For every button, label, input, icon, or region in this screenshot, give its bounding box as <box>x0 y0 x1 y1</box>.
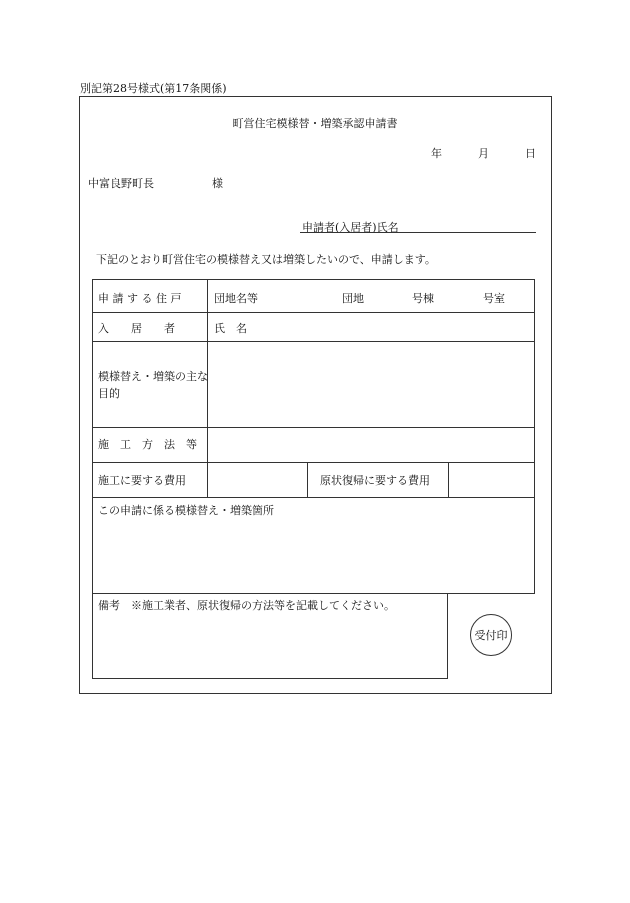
cost-column-divider <box>448 462 449 497</box>
table-row-divider <box>92 462 535 463</box>
reception-stamp <box>470 614 512 656</box>
table-row-divider <box>92 341 535 342</box>
address-label: 申 請 す る 住 戸 <box>98 292 182 305</box>
construction-cost-label: 施工に要する費用 <box>98 474 186 487</box>
cost-column-divider <box>307 462 308 497</box>
restoration-cost-label: 原状復帰に要する費用 <box>320 474 430 487</box>
building-label: 号棟 <box>412 292 434 305</box>
applicant-signature-line <box>300 232 536 233</box>
table-row-divider <box>92 593 535 594</box>
addressee-name: 中富良野町長 <box>88 177 154 190</box>
form-number: 別記第28号様式(第17条関係) <box>80 82 227 95</box>
resident-label: 入 居 者 <box>98 322 175 335</box>
table-row-divider <box>92 497 535 498</box>
table-border-right <box>534 279 535 593</box>
complex-name-label: 団地名等 <box>214 292 258 305</box>
form-title: 町営住宅模様替・増築承認申請書 <box>232 117 398 130</box>
date-year-label: 年 <box>431 147 442 160</box>
reception-stamp-label: 受付印 <box>474 629 508 642</box>
resident-name-label: 氏 名 <box>214 322 247 335</box>
modification-location-label: この申請に係る模様替え・増築箇所 <box>98 504 274 517</box>
table-row-divider <box>92 427 535 428</box>
addressee-honorific: 様 <box>212 177 223 190</box>
complex-label: 団地 <box>342 292 364 305</box>
construction-method-label: 施 工 方 法 等 <box>98 438 197 451</box>
table-row-divider <box>92 312 535 313</box>
date-month-label: 月 <box>478 147 489 160</box>
purpose-label: 模様替え・増築の主な目的 <box>98 370 208 400</box>
remarks-border-right <box>447 593 448 678</box>
room-label: 号室 <box>483 292 505 305</box>
date-day-label: 日 <box>525 147 536 160</box>
applicant-name-label: 申請者(入居者)氏名 <box>302 221 399 234</box>
intro-text: 下記のとおり町営住宅の模様替え又は増築したいので、申請します。 <box>96 253 436 266</box>
table-border-top <box>92 279 535 280</box>
remarks-border-bottom <box>92 678 448 679</box>
table-border-left <box>92 279 93 678</box>
remarks-label: 備考 ※施工業者、原状復帰の方法等を記載してください。 <box>98 599 395 612</box>
